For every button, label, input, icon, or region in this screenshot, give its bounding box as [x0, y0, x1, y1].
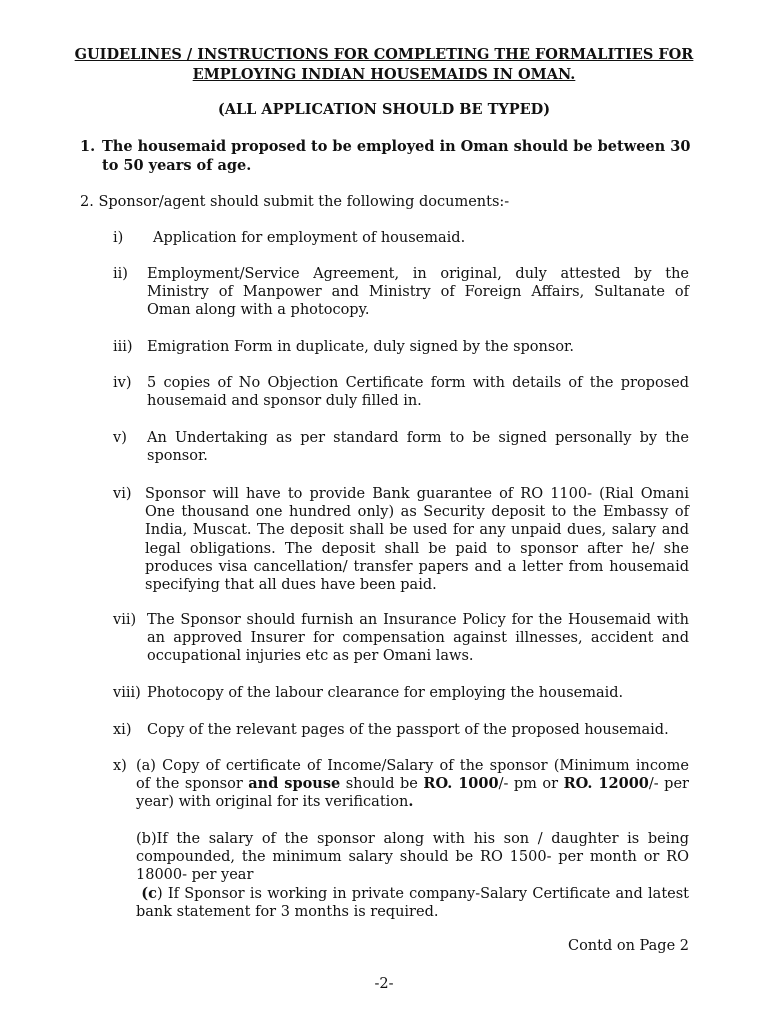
list-item-x-part-a: (a) Copy of certificate of Income/Salary of the sponsor (Minimum income of the sponsor and spouse should be RO. 1000/- pm or RO. 12000/- per year) with original for its verification. — [136, 758, 689, 811]
list-item-label: i) — [113, 230, 124, 246]
list-item-text: The Sponsor should furnish an Insurance Policy for the Housemaid with an approved Insurer for compensation against illnesses, accident and occupational injuries etc as per Omani laws. — [147, 612, 689, 665]
point-1-number: 1. — [80, 138, 96, 155]
list-item-text: Photocopy of the labour clearance for employing the housemaid. — [147, 685, 624, 701]
point-2 — [80, 193, 509, 212]
list-item — [113, 485, 689, 594]
title-line-1: GUIDELINES / INSTRUCTIONS FOR COMPLETING THE FORMALITIES FOR — [74, 46, 694, 63]
list-item — [113, 374, 689, 410]
list-item — [113, 229, 689, 247]
list-item-label: iii) — [113, 339, 133, 355]
list-item — [113, 684, 689, 702]
point-2-text: Sponsor/agent should submit the following documents:- — [98, 194, 510, 210]
list-item-x — [113, 757, 689, 812]
list-item-text: An Undertaking as per standard form to be signed personally by the sponsor. — [147, 430, 689, 465]
title-line-2: EMPLOYING INDIAN HOUSEMAIDS IN OMAN. — [192, 66, 576, 83]
list-item-text: Employment/Service Agreement, in original, duly attested by the Ministry of Manpower and Ministry of Foreign Affairs, Sultanate of Oman along with a photocopy. — [147, 266, 689, 319]
list-item-label: vii) — [113, 612, 137, 628]
list-item-label: vi) — [113, 486, 132, 502]
list-item-text: Application for employment of housemaid. — [153, 230, 466, 246]
point-1-text: The housemaid proposed to be employed in Oman should be between 30 to 50 years of age. — [102, 138, 691, 174]
list-item — [113, 338, 689, 356]
list-item-text: 5 copies of No Objection Certificate form with details of the proposed housemaid and sponsor duly filled in. — [147, 375, 689, 410]
point-2-number: 2. — [80, 194, 94, 210]
list-item — [113, 429, 689, 465]
list-item-label: iv) — [113, 375, 132, 391]
list-item-label: viii) — [113, 685, 141, 701]
list-item-text: Emigration Form in duplicate, duly signed by the sponsor. — [147, 339, 574, 355]
list-item — [113, 265, 689, 320]
point-1 — [80, 137, 692, 175]
continued-note: Contd on Page 2 — [567, 938, 689, 954]
list-item-label: v) — [113, 430, 127, 446]
list-item — [113, 611, 689, 666]
list-item-label: x) — [113, 758, 127, 774]
list-item-text: Sponsor will have to provide Bank guarantee of RO 1100- (Rial Omani One thousand one hundred only) as Security deposit to the Embassy of India, Muscat. The deposit shall be used for any unpaid dues, salary and legal obligations. The deposit shall be paid to sponsor after he/ she produces visa cancellation/ transfer papers and a letter from housemaid specifying that all dues have been paid. — [145, 486, 689, 594]
list-item-label: xi) — [113, 722, 132, 738]
subtitle: (ALL APPLICATION SHOULD BE TYPED) — [217, 101, 551, 118]
list-item-label: ii) — [113, 266, 128, 282]
list-item-x-part-c: (c) If Sponsor is working in private company-Salary Certificate and latest bank statement for 3 months is required. — [136, 885, 690, 921]
list-item — [113, 721, 689, 739]
page-number: -2- — [374, 976, 394, 992]
list-item-x-part-b: (b)If the salary of the sponsor along with his son / daughter is being compounded, the minimum salary should be RO 1500- per month or RO 18000- per year — [136, 831, 689, 884]
list-item-text: Copy of the relevant pages of the passport of the proposed housemaid. — [147, 722, 669, 738]
